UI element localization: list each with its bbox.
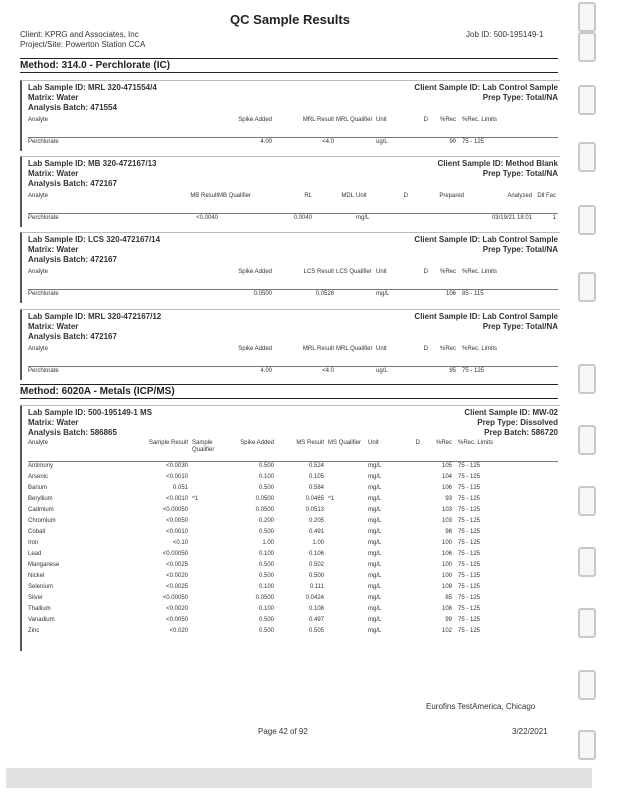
qc-block [20, 80, 560, 151]
table-cell: 85 [445, 595, 452, 601]
column-header: Prepared [439, 193, 464, 199]
table-cell: <0.00050 [162, 595, 188, 601]
lab-sample-id: Lab Sample ID: MRL 320-471554/4 [28, 83, 157, 92]
table-cell: 0.108 [308, 606, 324, 612]
page-shadow [6, 768, 592, 788]
table-cell: <4.0 [322, 368, 334, 374]
table-cell: 102 [441, 628, 452, 634]
table-cell: 0.205 [308, 518, 324, 524]
client-sample-id: Client Sample ID: MW-02 [464, 408, 558, 417]
column-header: Spike Added [238, 346, 272, 352]
client-sample-id: Client Sample ID: Lab Control Sample [414, 83, 558, 92]
lab-sample-id: Lab Sample ID: MB 320-472167/13 [28, 159, 157, 168]
table-cell: <0.0025 [166, 584, 188, 590]
column-header: %Rec [439, 269, 456, 275]
table-cell: Manganese [28, 562, 60, 568]
table-cell: mg/L [368, 551, 382, 557]
matrix-label: Matrix: Water [28, 93, 79, 102]
matrix-label: Matrix: Water [28, 322, 79, 331]
table-cell: 1.00 [262, 540, 274, 546]
column-header: D [423, 117, 428, 123]
table-cell: <0.0050 [166, 617, 188, 623]
table-cell: mg/L [368, 518, 382, 524]
matrix-label: Matrix: Water [28, 245, 79, 254]
table-cell: Perchlorate [28, 215, 59, 221]
binder-tab [578, 205, 596, 235]
table-cell: 103 [441, 518, 452, 524]
table-cell: Beryllium [28, 496, 53, 502]
column-header: Spike Added [238, 269, 272, 275]
table-cell: 104 [441, 474, 452, 480]
header-rule [28, 289, 558, 290]
table-cell: 75 - 125 [458, 529, 481, 535]
table-cell: 108 [441, 606, 452, 612]
analysis-batch: Analysis Batch: 586865 [28, 428, 117, 437]
table-cell: ^1 [192, 496, 199, 502]
column-header: D [423, 346, 428, 352]
table-cell: Lead [28, 551, 42, 557]
lab-name: Eurofins TestAmerica, Chicago [426, 702, 536, 711]
column-header: MB Qualifier [218, 193, 252, 199]
table-cell: 98 [445, 529, 452, 535]
column-header: Analyzed [507, 193, 532, 199]
table-cell: 0.200 [258, 518, 274, 524]
binder-tab [578, 486, 596, 516]
table-cell: mg/L [368, 474, 382, 480]
column-header: MS Result [296, 440, 324, 446]
table-cell: 0.0040 [293, 215, 312, 221]
client-sample-id: Client Sample ID: Lab Control Sample [414, 235, 558, 244]
table-cell: 75 - 125 [458, 617, 481, 623]
table-cell: 75 - 125 [458, 606, 481, 612]
table-cell: 1.00 [312, 540, 324, 546]
prep-type: Prep Type: Total/NA [482, 169, 558, 178]
table-cell: 75 - 125 [458, 595, 481, 601]
page-number: Page 42 of 92 [258, 727, 308, 736]
table-cell: 03/19/21 18:01 [491, 215, 532, 221]
table-cell: ug/L [376, 368, 388, 374]
table-cell: 75 - 125 [462, 368, 485, 374]
column-header: %Rec [439, 346, 456, 352]
table-cell: Arsenic [28, 474, 49, 480]
table-cell: 106 [445, 291, 456, 297]
table-cell: 109 [441, 584, 452, 590]
lab-sample-id: Lab Sample ID: LCS 320-472167/14 [28, 235, 161, 244]
binder-tab [578, 142, 596, 172]
table-cell: 0.0528 [315, 291, 334, 297]
table-cell: Cadmium [28, 507, 54, 513]
table-cell: 0.0424 [305, 595, 324, 601]
column-header: MRL Qualifier [336, 346, 373, 352]
table-cell: mg/L [368, 573, 382, 579]
table-cell: 0.505 [308, 628, 324, 634]
table-cell: mg/L [368, 562, 382, 568]
table-cell: 75 - 125 [458, 540, 481, 546]
table-cell: 0.100 [258, 551, 274, 557]
table-cell: Perchlorate [28, 139, 59, 145]
client-name: Client: KPRG and Associates, Inc [20, 30, 139, 39]
client-sample-id: Client Sample ID: Lab Control Sample [414, 312, 558, 321]
column-header: MRL Result [302, 346, 334, 352]
table-cell: 105 [441, 463, 452, 469]
binder-tab [578, 608, 596, 638]
table-cell: mg/L [368, 595, 382, 601]
table-cell: <0.00050 [162, 551, 188, 557]
table-cell: Nickel [28, 573, 45, 579]
binder-tab [578, 670, 596, 700]
table-cell: <0.0030 [166, 463, 188, 469]
table-cell: 75 - 125 [458, 551, 481, 557]
column-header: D [415, 440, 420, 446]
column-header: %Rec. Limits [458, 440, 494, 446]
table-cell: Chromium [28, 518, 56, 524]
table-cell: 75 - 125 [458, 562, 481, 568]
column-header: Analyte [28, 193, 49, 199]
table-cell: <0.10 [172, 540, 188, 546]
table-cell: 0.0500 [255, 496, 274, 502]
table-cell: Silver [28, 595, 44, 601]
table-cell: <0.0010 [166, 529, 188, 535]
table-cell: 0.500 [258, 617, 274, 623]
matrix-label: Matrix: Water [28, 169, 79, 178]
table-cell: <4.0 [322, 139, 334, 145]
table-cell: mg/L [368, 507, 382, 513]
table-cell: 75 - 125 [458, 573, 481, 579]
matrix-label: Matrix: Water [28, 418, 79, 427]
column-header: Analyte [28, 346, 49, 352]
report-date: 3/22/2021 [512, 727, 548, 736]
column-header: LCS Result [303, 269, 334, 275]
table-cell: 4.00 [260, 139, 272, 145]
method-heading-metals: Method: 6020A - Metals (ICP/MS) [20, 384, 558, 399]
binder-tab [578, 547, 596, 577]
table-cell: 0.500 [258, 628, 274, 634]
column-header: MRL Qualifier [336, 117, 373, 123]
column-header: Unit [376, 269, 387, 275]
table-cell: 100 [441, 540, 452, 546]
column-header: Unit [368, 440, 379, 446]
table-cell: 85 - 115 [462, 291, 484, 297]
column-header: %Rec [439, 117, 456, 123]
lab-sample-id: Lab Sample ID: MRL 320-472167/12 [28, 312, 162, 321]
table-cell: mg/L [368, 606, 382, 612]
table-cell: 100 [441, 573, 452, 579]
table-cell: 75 - 125 [458, 628, 481, 634]
table-cell: 0.500 [258, 562, 274, 568]
column-header: %Rec. Limits [462, 346, 498, 352]
table-cell: 0.0500 [255, 595, 274, 601]
table-cell: 0.051 [172, 485, 188, 491]
table-cell: 75 - 125 [458, 485, 481, 491]
table-cell: 0.105 [308, 474, 324, 480]
table-cell: 0.0500 [255, 507, 274, 513]
table-cell: 0.500 [258, 573, 274, 579]
column-header: MDL [341, 193, 354, 199]
table-cell: mg/L [376, 291, 390, 297]
binder-tab [578, 730, 596, 760]
table-cell: mg/L [368, 628, 382, 634]
table-cell: 95 [449, 368, 456, 374]
table-cell: ^1 [328, 496, 335, 502]
table-cell: 99 [445, 617, 452, 623]
analysis-batch: Analysis Batch: 471554 [28, 103, 117, 112]
column-header: MRL Result [302, 117, 334, 123]
table-cell: Vanadium [28, 617, 55, 623]
binder-tab [578, 272, 596, 302]
column-header: Analyte [28, 269, 49, 275]
table-cell: Selenium [28, 584, 54, 590]
table-cell: 0.502 [308, 562, 324, 568]
table-cell: Antimony [28, 463, 54, 469]
table-cell: 75 - 125 [458, 496, 481, 502]
table-cell: 0.106 [308, 551, 324, 557]
table-cell: Cobalt [28, 529, 46, 535]
table-cell: 90 [449, 139, 456, 145]
table-cell: Zinc [28, 628, 40, 634]
column-header: MS Qualifier [328, 440, 362, 446]
analysis-batch: Analysis Batch: 472167 [28, 332, 117, 341]
prep-type: Prep Type: Dissolved [477, 418, 558, 427]
table-cell: 0.497 [308, 617, 324, 623]
column-header: Spike Added [240, 440, 274, 446]
table-cell: Barium [28, 485, 48, 491]
table-cell: <0.020 [169, 628, 188, 634]
table-cell: 100 [441, 562, 452, 568]
table-cell: <0.0040 [196, 215, 218, 221]
prep-type: Prep Type: Total/NA [482, 322, 558, 331]
table-cell: <0.00050 [162, 507, 188, 513]
table-cell: 0.100 [258, 584, 274, 590]
table-cell: 0.111 [309, 584, 324, 590]
column-header: RL [304, 193, 312, 199]
table-cell: mg/L [356, 215, 370, 221]
client-sample-id: Client Sample ID: Method Blank [437, 159, 558, 168]
table-cell: 0.584 [308, 485, 324, 491]
table-cell: 93 [445, 496, 452, 502]
binder-tab [578, 2, 596, 32]
column-header: %Rec [435, 440, 452, 446]
table-cell: 103 [441, 507, 452, 513]
table-cell: mg/L [368, 463, 382, 469]
table-cell: <0.0020 [166, 573, 188, 579]
column-header: Unit [356, 193, 367, 199]
table-cell: 75 - 125 [458, 463, 481, 469]
table-cell: <0.0020 [166, 606, 188, 612]
header-rule [28, 461, 558, 462]
analysis-batch: Analysis Batch: 472167 [28, 179, 117, 188]
table-cell: <0.0010 [166, 474, 188, 480]
binder-tab [578, 425, 596, 455]
qc-block [20, 156, 560, 227]
header-rule [28, 366, 558, 367]
table-cell: 0.100 [258, 474, 274, 480]
table-cell: 75 - 125 [458, 584, 481, 590]
table-cell: 0.491 [308, 529, 324, 535]
table-cell: Perchlorate [28, 291, 59, 297]
qc-block [20, 232, 560, 303]
column-header: Analyte [28, 117, 49, 123]
column-header: Unit [376, 117, 387, 123]
column-header: Dil Fac [537, 193, 556, 199]
table-cell: 0.0500 [253, 291, 272, 297]
binder-tab [578, 32, 596, 62]
table-cell: 0.524 [308, 463, 324, 469]
table-cell: ug/L [376, 139, 388, 145]
binder-tab [578, 364, 596, 394]
table-cell: 0.500 [258, 529, 274, 535]
column-header: D [423, 269, 428, 275]
qc-block [20, 309, 560, 380]
table-cell: 106 [441, 485, 452, 491]
header-rule [28, 137, 558, 138]
column-header: Unit [376, 346, 387, 352]
column-header: %Rec. Limits [462, 117, 498, 123]
column-header: LCS Qualifier [336, 269, 372, 275]
qc-block-ms [20, 405, 560, 651]
table-cell: Iron [28, 540, 39, 546]
table-cell: mg/L [368, 617, 382, 623]
method-heading-perchlorate: Method: 314.0 - Perchlorate (IC) [20, 58, 558, 73]
table-cell: mg/L [368, 529, 382, 535]
column-header: Sample Qualifier [192, 440, 215, 453]
table-cell: 0.0465 [305, 496, 324, 502]
table-cell: 0.500 [258, 463, 274, 469]
column-header: D [403, 193, 408, 199]
table-cell: <0.0050 [166, 518, 188, 524]
table-cell: mg/L [368, 540, 382, 546]
binder-tab [578, 85, 596, 115]
table-cell: 75 - 125 [458, 518, 481, 524]
table-cell: Thallium [28, 606, 51, 612]
column-header: %Rec. Limits [462, 269, 498, 275]
table-cell: 0.500 [258, 485, 274, 491]
table-cell: 1 [552, 215, 556, 221]
binder-tabs [570, 0, 618, 800]
table-cell: 4.00 [260, 368, 272, 374]
table-cell: 0.0513 [305, 507, 324, 513]
column-header: Spike Added [238, 117, 272, 123]
table-cell: 75 - 125 [458, 474, 481, 480]
table-cell: <0.0025 [166, 562, 188, 568]
table-cell: 75 - 125 [458, 507, 481, 513]
lab-sample-id: Lab Sample ID: 500-195149-1 MS [28, 408, 153, 417]
table-cell: mg/L [368, 496, 382, 502]
table-cell: Perchlorate [28, 368, 59, 374]
header-rule [28, 213, 558, 214]
table-cell: mg/L [368, 485, 382, 491]
prep-type: Prep Type: Total/NA [482, 245, 558, 254]
page-title: QC Sample Results [230, 12, 350, 27]
table-cell: 0.100 [258, 606, 274, 612]
project-site: Project/Site: Powerton Station CCA [20, 40, 146, 49]
prep-type: Prep Type: Total/NA [482, 93, 558, 102]
column-header: Sample Result [148, 440, 188, 446]
table-cell: mg/L [368, 584, 382, 590]
table-cell: 106 [441, 551, 452, 557]
prep-batch: Prep Batch: 586720 [484, 428, 558, 437]
job-id: Job ID: 500-195149-1 [466, 30, 544, 39]
table-cell: 75 - 125 [462, 139, 485, 145]
column-header: Analyte [28, 440, 49, 446]
analysis-batch: Analysis Batch: 472167 [28, 255, 117, 264]
column-header: MB Result [190, 193, 218, 199]
table-cell: 0.500 [308, 573, 324, 579]
table-cell: <0.0010 [166, 496, 188, 502]
